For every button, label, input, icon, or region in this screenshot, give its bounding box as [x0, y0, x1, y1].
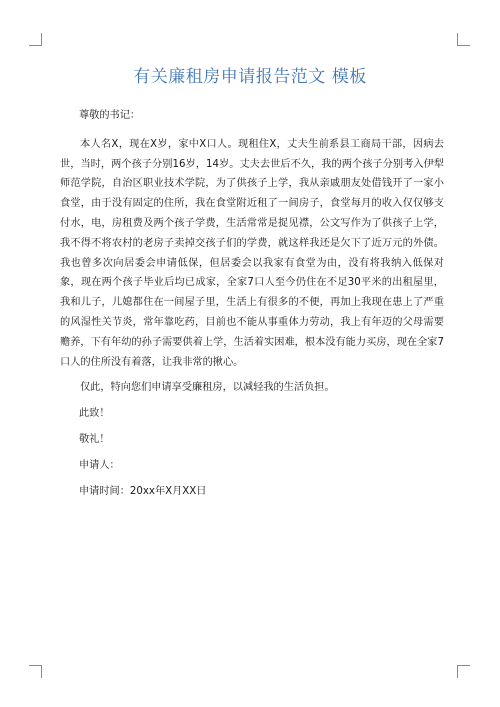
closing-salutation-1: 此致！ [79, 408, 110, 420]
page-corner-mark-bottom-right [457, 665, 470, 678]
page-corner-mark-top-left [29, 33, 42, 46]
closing-salutation-2: 敬礼！ [79, 433, 110, 445]
page-corner-mark-bottom-left [29, 665, 42, 678]
document-title: 有关廉租房申请报告范文 模板 [133, 67, 367, 87]
document-body [60, 106, 444, 507]
apply-date-line: 申请时间：20xx年X月XX日 [79, 485, 207, 497]
body-paragraph-1: 本人名X，现在X岁，家中X口人。现租住X，丈夫生前系县工商局干部，因病去世，当时，两个孩子分别16岁，14岁。丈夫去世后不久，我的两个孩子分别考入伊犁师范学院，自治区职业技术学院，为了供孩子上学，我从亲戚朋友处借钱开了一家小食堂，由于没有固定的住所，我在食堂附近租了一间房子，食堂每月的收入仅仅够支付水，电，房租费及两个孩子学费，生活常常是捉见襟，公文写作为了供孩子上学，我不得不将农村的老房子卖掉交孩子们的学费，就这样我还是欠下了近万元的外债。我也曾多次向居委会申请低保，但居委会以我家有食堂为由，没有将我纳入低保对象，现在两个孩子毕业后均已成家，全家7口人至今仍住在不足30平米的出租屋里，我和儿子，儿媳都住在一间屋子里，生活上有很多的不便，再加上我现在患上了严重的风湿性关节炎，常年靠吃药，目前也不能从事重体力劳动，我上有年迈的父母需要赡养，下有年幼的孙子需要供着上学，生活着实困难，根本没有能力买房，现在全家7口人的住所没有着落，让我非常的揪心。 [60, 138, 444, 368]
page-corner-mark-top-right [457, 33, 470, 46]
body-paragraph-2: 仅此，特向您们申请享受廉租房，以减轻我的生活负担。 [80, 382, 335, 394]
applicant-line: 申请人： [79, 459, 120, 471]
greeting: 尊敬的书记： [79, 110, 141, 121]
